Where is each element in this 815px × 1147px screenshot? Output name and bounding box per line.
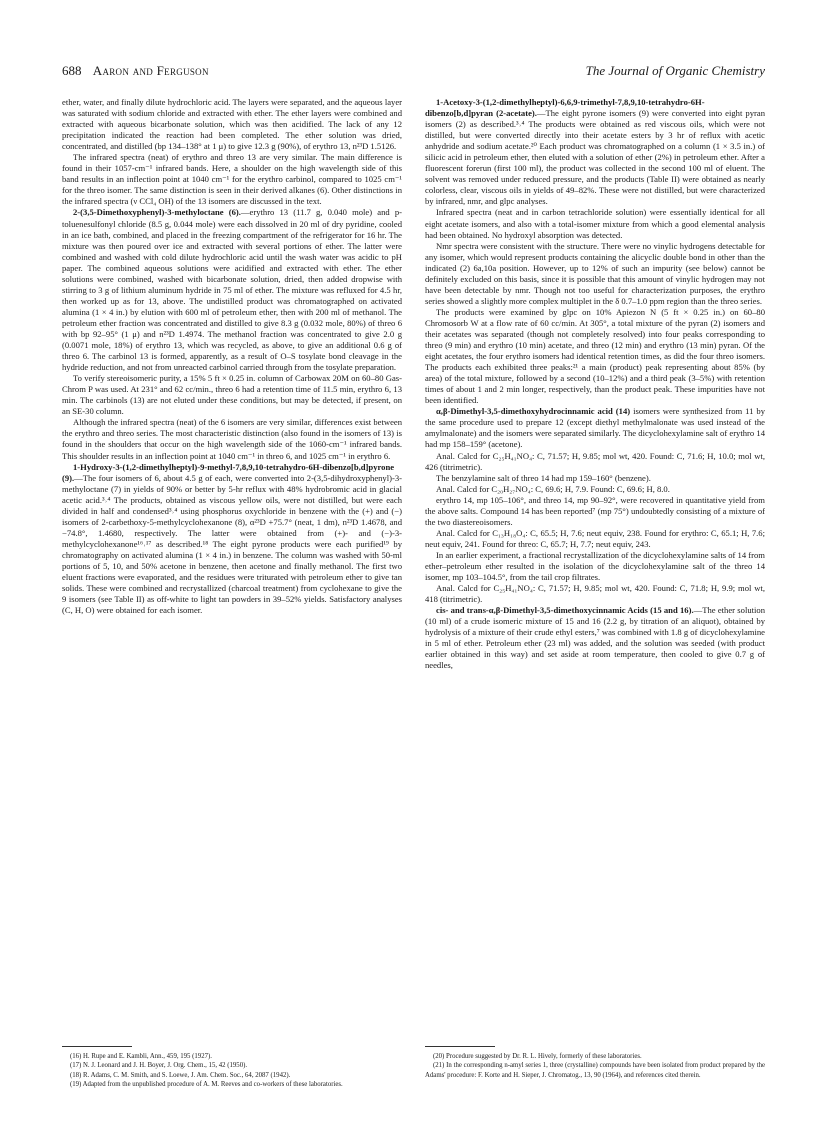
paragraph-text: The infrared spectra (neat) of erythro and threo 13 are very similar. The main difference is found in their 1057-cm⁻¹ infrared bands. Here, a shoulder on the high wavelength side of this band results in an inflection point at 1040 cm⁻¹ for the erythro carbinol, compared to 1025 cm⁻¹ for the threo isomer. The same distinction is seen in their derived alkanes (6). Other distinctions in the infrared spectra (ν CCl₄ OH) of the 13 isomers are discussed in the text.: [62, 152, 402, 207]
paragraph-text: Anal. Calcd for C₂₅H₄₁NO₄: C, 71.57; H, 9.85; mol wt, 420. Found: C, 71.6; H, 10.0; mol wt, 426 (titrimetric).: [425, 450, 765, 472]
left-column: [62, 97, 402, 616]
body-paragraph: [425, 307, 765, 406]
journal-title: The Journal of Organic Chemistry: [585, 63, 765, 78]
section-title: 1-Acetoxy-3-(1,2-dimethylheptyl)-6,6,9-trimethyl-7,8,9,10-tetrahydro-6H-dibenzo[b,d]pyran (2-acetate).: [425, 97, 705, 119]
running-authors: Aaron and Ferguson: [92, 63, 209, 78]
section-title: cis- and trans-α,β-Dimethyl-3,5-dimethoxycinnamic Acids (15 and 16).: [436, 605, 694, 616]
body-paragraph: [425, 241, 765, 307]
footnote: (16) H. Rupe and E. Kambli, Ann., 459, 195 (1927).: [70, 1053, 212, 1060]
header-left: [62, 62, 209, 80]
paragraph-text: Nmr spectra were consistent with the structure. There were no vinylic hydrogens detectable for any isomer, which would represent products containing the alicyclic double bond in other than the indicated (2) 6a,10a position. However, up to 12% of such an impurity (see below) cannot be definitely excluded on this basis, since it is possible that this amount of vinylic hydrogen may not have been detectable by nmr. Though not too useful for characterization purposes, the erythro series showed a slightly more complex multiplet in the δ 0.7–1.0 ppm region than the threo series.: [425, 240, 765, 306]
paragraph-text: The products were examined by glpc on 10% Apiezon N (5 ft × 0.25 in.) on 60–80 Chromosorb W at a flow rate of 60 cc/min. At 305°, a total mixture of the pyran (2) isomers and their acetates was separated (though not completely resolved) into four peaks corresponding to threo (9 min) and erythro (10 min) acetate, and threo (12 min) and erythro (13 min) pyran. Of the eight acetates, the four erythro isomers had identical retention times, as did the four threo isomers. The products each exhibited three peaks:²¹ a main (product) peak representing about 85% (by area) of the total mixture, followed by a second (10–12%) and a third peak (3–5%) with retention times of about 1 and 2 min longer, respectively, than the product peak. These impurities have not been identified.: [425, 306, 765, 406]
body-paragraph: [425, 484, 765, 495]
footnote: (21) In the corresponding n-amyl series 1, three (crystalline) compounds have been isolated from product prepared by the Adams' procedure: F. Korte and H. Sieper, J. Chromatog., 13, 90 (1964), and references cited therein.: [425, 1062, 765, 1079]
section-title: α,β-Dimethyl-3,5-dimethoxyhydrocinnamic acid (14): [436, 406, 631, 417]
section-title: 1-Hydroxy-3-(1,2-dimethylheptyl)-9-methyl-7,8,9,10-tetrahydro-6H-dibenzo[b,d]pyrone (9).: [62, 461, 395, 483]
footnotes-right: [425, 1052, 765, 1080]
paragraph-text: isomers were synthesized from 11 by the same procedure used to prepare 12 (except diethyl methylmalonate was used instead of the amylmalonate) and the isomers were separated similarly. The dicyclohexylamine salt of erythro 14 had mp 158–159° (acetone).: [425, 406, 765, 450]
body-paragraph: [425, 451, 765, 473]
paragraph-text: Anal. Calcd for C₂₅H₄₁NO₄: C, 71.57; H, 9.85; mol wt, 420. Found: C, 71.8; H, 9.9; mol wt, 418 (titrimetric).: [425, 583, 765, 605]
paragraph-text: Infrared spectra (neat and in carbon tetrachloride solution) were essentially identical for all eight acetate isomers, and also with a total-isomer mixture from which a good elemental analysis had been obtained. No hydroxyl absorption was detected.: [425, 207, 765, 240]
footnote-rule-right: [425, 1046, 495, 1047]
footnote-rule-left: [62, 1046, 132, 1047]
footnote: (17) N. J. Leonard and J. H. Boyer, J. Org. Chem., 15, 42 (1950).: [70, 1062, 248, 1070]
paragraph-text: —The eight pyrone isomers (9) were converted into eight pyran isomers (2) as described.³˒⁴ The products were obtained as red viscous oils, which were not distilled, but were converted directly into their acetate esters by 3 hr of reflux with acetic anhydride and sodium acetate.²⁰ Each product was chromatographed on a column (1 × 3.5 in.) of silicic acid in petroleum ether, then eluted with a solution of ether (2%) in petroleum ether. After a fluorescent forerun (first 100 ml), the product was collected in the second 100 ml of eluent. The solvent was removed under reduced pressure, and the products (Table II) were obtained as nearly colorless, clear, viscous oils in yields of 49–82%. These were not distilled, but were characterized by infrared, nmr, and glpc analyses.: [425, 108, 765, 207]
section-paragraph: [425, 97, 765, 207]
section-title: 2-(3,5-Dimethoxyphenyl)-3-methyloctane (6).: [73, 207, 241, 218]
paragraph-text: In an earlier experiment, a fractional recrystallization of the dicyclohexylamine salts of 14 from ether–petroleum ether resulted in the isolation of the dicyclohexylamine salt of the threo 14 isomer, mp 103–104.5°, from the tail crop filtrates.: [425, 549, 765, 583]
paragraph-text: —The ether solution (10 ml) of a crude isomeric mixture of 15 and 16 (2.2 g, by titration of an aliquot), obtained by hydrolysis of a mixture of their crude ethyl esters,⁷ was combined with 1.8 g of dicyclohexylamine in 5 ml of ether. Petroleum ether (23 ml) was added, and the solution was seeded (with product earlier obtained in this way) and set aside at room temperature, then cooled to give 0.7 g of needles,: [425, 605, 765, 671]
paragraph-text: ether, water, and finally dilute hydrochloric acid. The layers were separated, and the aqueous layer was saturated with sodium chloride and extracted with ether. The ether layers were combined and extracted with aqueous bicarbonate solution, which was then acidified. The lack of any 12 precipitation indicated the reaction had been completed. The ether solution was dried, concentrated, and distilled (bp 134–138° at 1 μ) to give 12.3 g (90%), of erythro 13, n²³D 1.5126.: [62, 97, 402, 152]
body-paragraph: [425, 495, 765, 528]
body-paragraph: [62, 152, 402, 207]
body-paragraph: [425, 550, 765, 583]
paragraph-text: —erythro 13 (11.7 g, 0.040 mole) and p-toluenesulfonyl chloride (8.5 g, 0.044 mole) were each dissolved in 20 ml of dry pyridine, cooled in an ice bath, combined, and placed in the freezing compartment of the refrigerator for 16 hr. The mixture was then poured over ice and extracted with several portions of ether. The latter were combined and washed with cold dilute hydrochloric acid until the wash water was acidic to pH paper. The combined aqueous solutions were acidified and extracted with ether. The ether solutions were combined, washed with bicarbonate solution, dried, then added dropwise with stirring to 3 g of lithium aluminum hydride in 75 ml of ether. The mixture was refluxed for 4.5 hr, then worked up as for 13, above. The undistilled product was chromatographed on activated alumina (1 × 4 in.) by elution with 600 ml of petroleum ether, then with 200 ml of methanol. The petroleum ether fraction was concentrated and distilled to give 8.3 g (0.032 mole, 80%) of threo 6 with bp 92–95° (1 μ) and n²³D 1.4974. The methanol fraction was concentrated to give 2.0 g (0.0071 mole, 18%) of erythro 13, which was recycled, as above, to give an additional 0.6 g of threo 6. The carbinol 13 is formed, apparently, as a result of O–S tosylate bond cleavage in the hydride reduction, and not from unreacted carbinol carried through from the tosylate preparation.: [62, 207, 402, 373]
paragraph-text: —The four isomers of 6, about 4.5 g of each, were converted into 2-(3,5-dihydroxyphenyl)-3-methyloctane (7) in yields of 90% or better by 5-hr reflux with 48% hydrobromic acid in glacial acetic acid.³˒⁴ The products, obtained as viscous yellow oils, were not distilled, but were each divided in half and condensed³˒⁴ using phosphorus oxychloride in benzene with the (+) and (−) isomers of 2-carbethoxy-5-methylcyclohexanone (8), α²³D +75.7° (neat, 1 dm), n²³D 1.4678, and −74.8°, 1.4680, respectively. The latter were obtained from (+)- and (−)-3-methylcyclohexanone¹⁶˒¹⁷ as described.¹⁸ The eight pyrone products were each purified¹⁹ by chromatography on activated alumina (1 × 4 in.) in benzene. The column was washed with 50-ml portions of 5, 10, and 50% acetone in benzene, then acetone and finally methanol. The first two eluent fractions were evaporated, and the residues were triturated with petroleum ether to give tan solids. These were combined and recrystallized (charcoal treatment) from cyclohexane to give the 9 isomers (see Table II) as off-white to light tan powders in 39–52% yields. Satisfactory analyses (C, H, O) were obtained for each isomer.: [62, 472, 402, 616]
paragraph-text: Anal. Calcd for C₁₃H₁₈O₄: C, 65.5; H, 7.6; neut equiv, 238. Found for erythro: C, 65.1; H, 7.6; neut equiv, 241. Found for threo: C, 65.7; H, 7.7; neut equiv, 243.: [425, 527, 765, 549]
body-paragraph: [62, 417, 402, 461]
footnote: (19) Adapted from the unpublished procedure of A. M. Reeves and co-workers of these laboratories.: [70, 1080, 343, 1088]
paragraph-text: To verify stereoisomeric purity, a 15% 5 ft × 0.25 in. column of Carbowax 20M on 60–80 Gas-Chrom P was used. At 231° and 62 cc/min., threo 6 had a retention time of 11.5 min, erythro 6, 13 min. The carbinols (13) are not eluted under these conditions, but may be detected, if present, on an SE-30 column.: [62, 373, 402, 417]
section-paragraph: [425, 406, 765, 450]
section-paragraph: [425, 605, 765, 671]
body-paragraph: [425, 528, 765, 550]
paragraph-text: Although the infrared spectra (neat) of the 6 isomers are very similar, differences exist between the erythro and threo series. The most characteristic distinction (also found in the isomers of 13) is found in the shoulders that occur on the high wavelength side of the 1060-cm⁻¹ infrared bands. This shoulder results in an inflection point at 1040 cm⁻¹ in threo 6, and 1025 cm⁻¹ in erythro 6.: [62, 417, 402, 461]
footnotes-left: [62, 1052, 402, 1089]
section-paragraph: [62, 207, 402, 373]
body-paragraph: [425, 473, 765, 484]
paragraph-text: erythro 14, mp 105–106°, and threo 14, mp 90–92°, were recovered in quantitative yield from the above salts. Compound 14 has been reported⁷ (mp 75°) undoubtedly consisting of a mixture of the two diastereoisomers.: [425, 494, 765, 527]
body-paragraph: [62, 97, 402, 152]
right-column: [425, 97, 765, 671]
running-header: [62, 62, 765, 82]
body-paragraph: [425, 207, 765, 240]
body-paragraph: [425, 583, 765, 605]
page-number: 688: [62, 63, 82, 78]
body-paragraph: [62, 373, 402, 417]
paragraph-text: Anal. Calcd for C₂₀H₂₇NO₄: C, 69.6; H, 7.9. Found: C, 69.6; H, 8.0.: [436, 483, 670, 494]
section-paragraph: [62, 462, 402, 617]
footnote: (18) R. Adams, C. M. Smith, and S. Loewe, J. Am. Chem. Soc., 64, 2087 (1942).: [70, 1071, 291, 1079]
paragraph-text: The benzylamine salt of threo 14 had mp 159–160° (benzene).: [436, 472, 651, 483]
footnote: (20) Procedure suggested by Dr. R. L. Hively, formerly of these laboratories.: [433, 1053, 642, 1060]
